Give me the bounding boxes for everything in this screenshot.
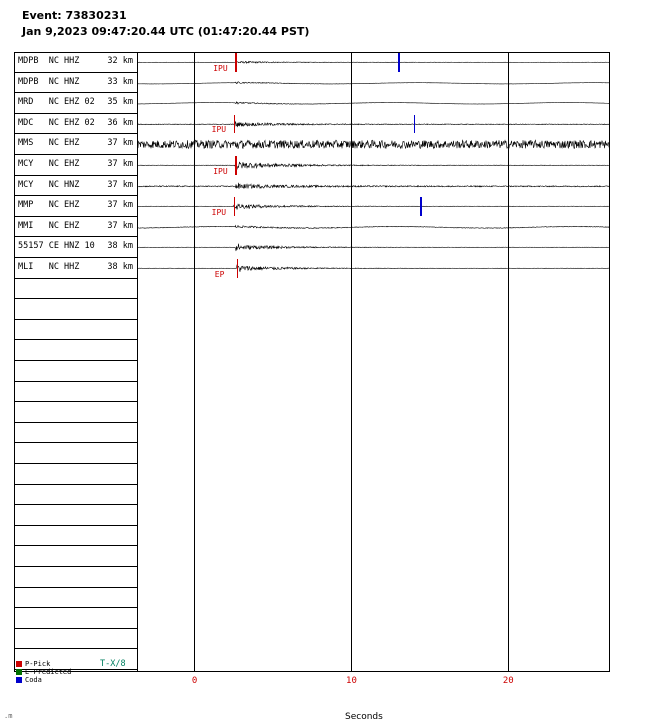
x-axis-title: Seconds bbox=[345, 712, 383, 722]
empty-label-row[interactable] bbox=[14, 546, 137, 567]
empty-label-row[interactable] bbox=[14, 299, 137, 320]
empty-label-row[interactable] bbox=[14, 443, 137, 464]
channel-distance: 37 km bbox=[107, 138, 133, 149]
channel-distance: 32 km bbox=[107, 56, 133, 66]
seismic-trace bbox=[138, 52, 610, 73]
channel-distance: 38 km bbox=[107, 262, 133, 272]
x-tick-label: 20 bbox=[502, 676, 514, 686]
corner-mark: .m bbox=[4, 712, 13, 720]
empty-label-row[interactable] bbox=[14, 464, 137, 485]
seismic-trace bbox=[138, 176, 610, 197]
legend-swatch bbox=[16, 669, 22, 675]
seismic-trace bbox=[138, 155, 610, 176]
channel-name: MMI NC EHZ bbox=[18, 220, 80, 231]
seismic-trace bbox=[138, 134, 610, 155]
channel-label-row[interactable] bbox=[14, 196, 137, 217]
empty-label-row[interactable] bbox=[14, 361, 137, 382]
p-pick-label: IPU bbox=[213, 166, 228, 176]
channel-name: MMS NC EHZ bbox=[18, 138, 80, 149]
legend-item bbox=[16, 676, 76, 684]
p-pick-label: IPU bbox=[211, 207, 227, 217]
empty-label-row[interactable] bbox=[14, 526, 137, 547]
p-pick-label: IPU bbox=[211, 125, 227, 135]
time-scale-note: T-X/8 bbox=[100, 659, 126, 669]
header-block bbox=[22, 8, 309, 40]
p-pick-marker[interactable] bbox=[237, 259, 239, 278]
empty-label-row[interactable] bbox=[14, 402, 137, 423]
channel-name: MMP NC EHZ bbox=[18, 200, 80, 211]
p-pick-marker[interactable] bbox=[234, 197, 236, 216]
channel-label-row[interactable] bbox=[14, 114, 137, 135]
empty-label-row[interactable] bbox=[14, 608, 137, 629]
p-pick-marker[interactable] bbox=[235, 156, 237, 175]
coda-marker[interactable] bbox=[414, 115, 416, 134]
seismic-trace bbox=[138, 196, 610, 217]
p-pick-label: EP bbox=[214, 269, 225, 279]
empty-label-row[interactable] bbox=[14, 485, 137, 506]
channel-name: MDPB NC HHZ bbox=[18, 56, 80, 66]
channel-label-row[interactable] bbox=[14, 237, 137, 258]
channel-name: MDC NC EHZ 02 bbox=[18, 117, 95, 128]
empty-label-row[interactable] bbox=[14, 505, 137, 526]
empty-label-row[interactable] bbox=[14, 567, 137, 588]
channel-name: MCY NC HNZ bbox=[18, 179, 80, 190]
channel-distance: 36 km bbox=[107, 117, 133, 128]
empty-label-row[interactable] bbox=[14, 340, 137, 361]
channel-label-row[interactable] bbox=[14, 258, 137, 279]
empty-label-row[interactable] bbox=[14, 423, 137, 444]
p-pick-marker[interactable] bbox=[234, 115, 236, 134]
event-id-line: Event: 73830231 bbox=[22, 9, 127, 22]
channel-label-column bbox=[14, 52, 138, 672]
coda-marker[interactable] bbox=[420, 197, 422, 216]
seismic-trace bbox=[138, 258, 610, 279]
channel-distance: 35 km bbox=[107, 97, 133, 108]
channel-label-row[interactable] bbox=[14, 217, 137, 238]
legend-swatch bbox=[16, 661, 22, 667]
channel-name: MRD NC EHZ 02 bbox=[18, 97, 95, 108]
empty-label-row[interactable] bbox=[14, 629, 137, 650]
trace-area bbox=[138, 52, 610, 672]
seismic-trace bbox=[138, 114, 610, 135]
seismic-trace bbox=[138, 93, 610, 114]
seismic-trace bbox=[138, 73, 610, 94]
p-pick-marker[interactable] bbox=[235, 53, 237, 72]
channel-name: MCY NC EHZ bbox=[18, 159, 80, 169]
legend bbox=[16, 660, 76, 684]
legend-item bbox=[16, 660, 76, 668]
empty-label-row[interactable] bbox=[14, 588, 137, 609]
p-pick-label: IPU bbox=[213, 63, 228, 73]
legend-swatch bbox=[16, 677, 22, 683]
seismic-trace bbox=[138, 237, 610, 258]
channel-distance: 37 km bbox=[107, 159, 133, 169]
channel-distance: 33 km bbox=[107, 76, 133, 87]
channel-distance: 37 km bbox=[107, 220, 133, 231]
channel-distance: 37 km bbox=[107, 179, 133, 190]
x-tick-label: 0 bbox=[191, 676, 198, 686]
channel-label-row[interactable] bbox=[14, 134, 137, 155]
channel-distance: 38 km bbox=[107, 241, 133, 252]
channel-distance: 37 km bbox=[107, 200, 133, 211]
event-time-line: Jan 9,2023 09:47:20.44 UTC (01:47:20.44 PST) bbox=[22, 25, 310, 38]
channel-label-row[interactable] bbox=[14, 73, 137, 94]
channel-name: 55157 CE HNZ 10 bbox=[18, 241, 95, 252]
channel-label-row[interactable] bbox=[14, 155, 137, 176]
empty-label-row[interactable] bbox=[14, 279, 137, 300]
seismic-trace bbox=[138, 217, 610, 238]
coda-marker[interactable] bbox=[398, 53, 400, 72]
legend-item bbox=[16, 668, 76, 676]
empty-label-row[interactable] bbox=[14, 320, 137, 341]
channel-label-row[interactable] bbox=[14, 93, 137, 114]
x-tick-label: 10 bbox=[346, 676, 357, 686]
legend-label: P-Pick bbox=[25, 660, 51, 668]
channel-label-row[interactable] bbox=[14, 176, 137, 197]
channel-name: MDPB NC HNZ bbox=[18, 76, 80, 87]
channel-label-row[interactable] bbox=[14, 52, 137, 73]
channel-name: MLI NC HHZ bbox=[18, 262, 80, 272]
empty-label-row[interactable] bbox=[14, 382, 137, 403]
legend-label: E-Predicted bbox=[25, 668, 72, 676]
legend-label: Coda bbox=[25, 676, 42, 684]
